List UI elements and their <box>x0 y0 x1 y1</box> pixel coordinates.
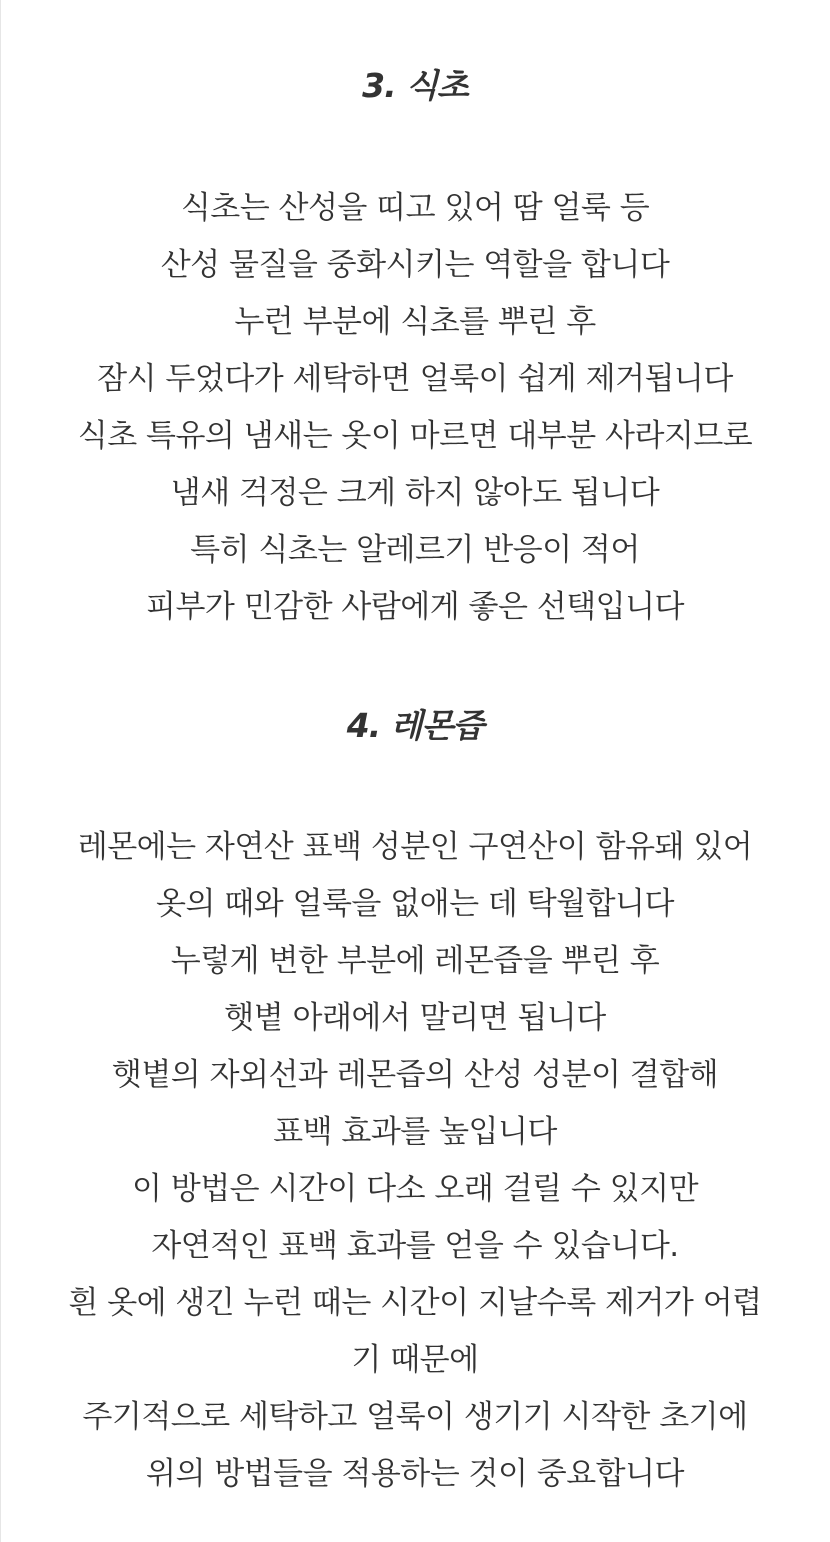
paragraph-line: 자연적인 표백 효과를 얻을 수 있습니다. <box>151 1228 679 1264</box>
paragraph-line: 잠시 두었다가 세탁하면 얼룩이 쉽게 제거됩니다 <box>97 361 733 397</box>
section-paragraph-lemon-juice <box>0 819 830 1503</box>
section-heading-vinegar: 3. 식초 <box>362 66 468 105</box>
paragraph-line: 주기적으로 세탁하고 얼룩이 생기기 시작한 초기에 <box>82 1399 748 1435</box>
section-heading-lemon-juice: 4. 레몬즙 <box>346 706 484 745</box>
paragraph-line: 냄새 걱정은 크게 하지 않아도 됩니다 <box>170 475 660 511</box>
paragraph-line: 햇볕 아래에서 말리면 됩니다 <box>224 1000 606 1036</box>
section-paragraph-vinegar <box>0 180 830 636</box>
paragraph-line: 피부가 민감한 사람에게 좋은 선택입니다 <box>146 589 684 625</box>
paragraph-line: 누렇게 변한 부분에 레몬즙을 뿌린 후 <box>170 943 660 979</box>
paragraph-line: 표백 효과를 높입니다 <box>273 1114 557 1150</box>
paragraph-line: 흰 옷에 생긴 누런 때는 시간이 지날수록 제거가 어렵 <box>68 1285 762 1321</box>
paragraph-line: 누런 부분에 식초를 뿌린 후 <box>234 304 596 340</box>
paragraph-line: 위의 방법들을 적용하는 것이 중요합니다 <box>146 1456 684 1492</box>
paragraph-line: 기 때문에 <box>351 1342 479 1378</box>
paragraph-line: 옷의 때와 얼룩을 없애는 데 탁월합니다 <box>156 886 674 922</box>
paragraph-line: 식초는 산성을 띠고 있어 땀 얼룩 등 <box>180 190 650 226</box>
paragraph-line: 이 방법은 시간이 다소 오래 걸릴 수 있지만 <box>131 1171 699 1207</box>
paragraph-line: 특히 식초는 알레르기 반응이 적어 <box>190 532 640 568</box>
paragraph-line: 햇볕의 자외선과 레몬즙의 산성 성분이 결합해 <box>111 1057 719 1093</box>
paragraph-line: 레몬에는 자연산 표백 성분인 구연산이 함유돼 있어 <box>77 829 753 865</box>
paragraph-line: 산성 물질을 중화시키는 역할을 합니다 <box>160 247 670 283</box>
paragraph-line: 식초 특유의 냄새는 옷이 마르면 대부분 사라지므로 <box>77 418 753 454</box>
